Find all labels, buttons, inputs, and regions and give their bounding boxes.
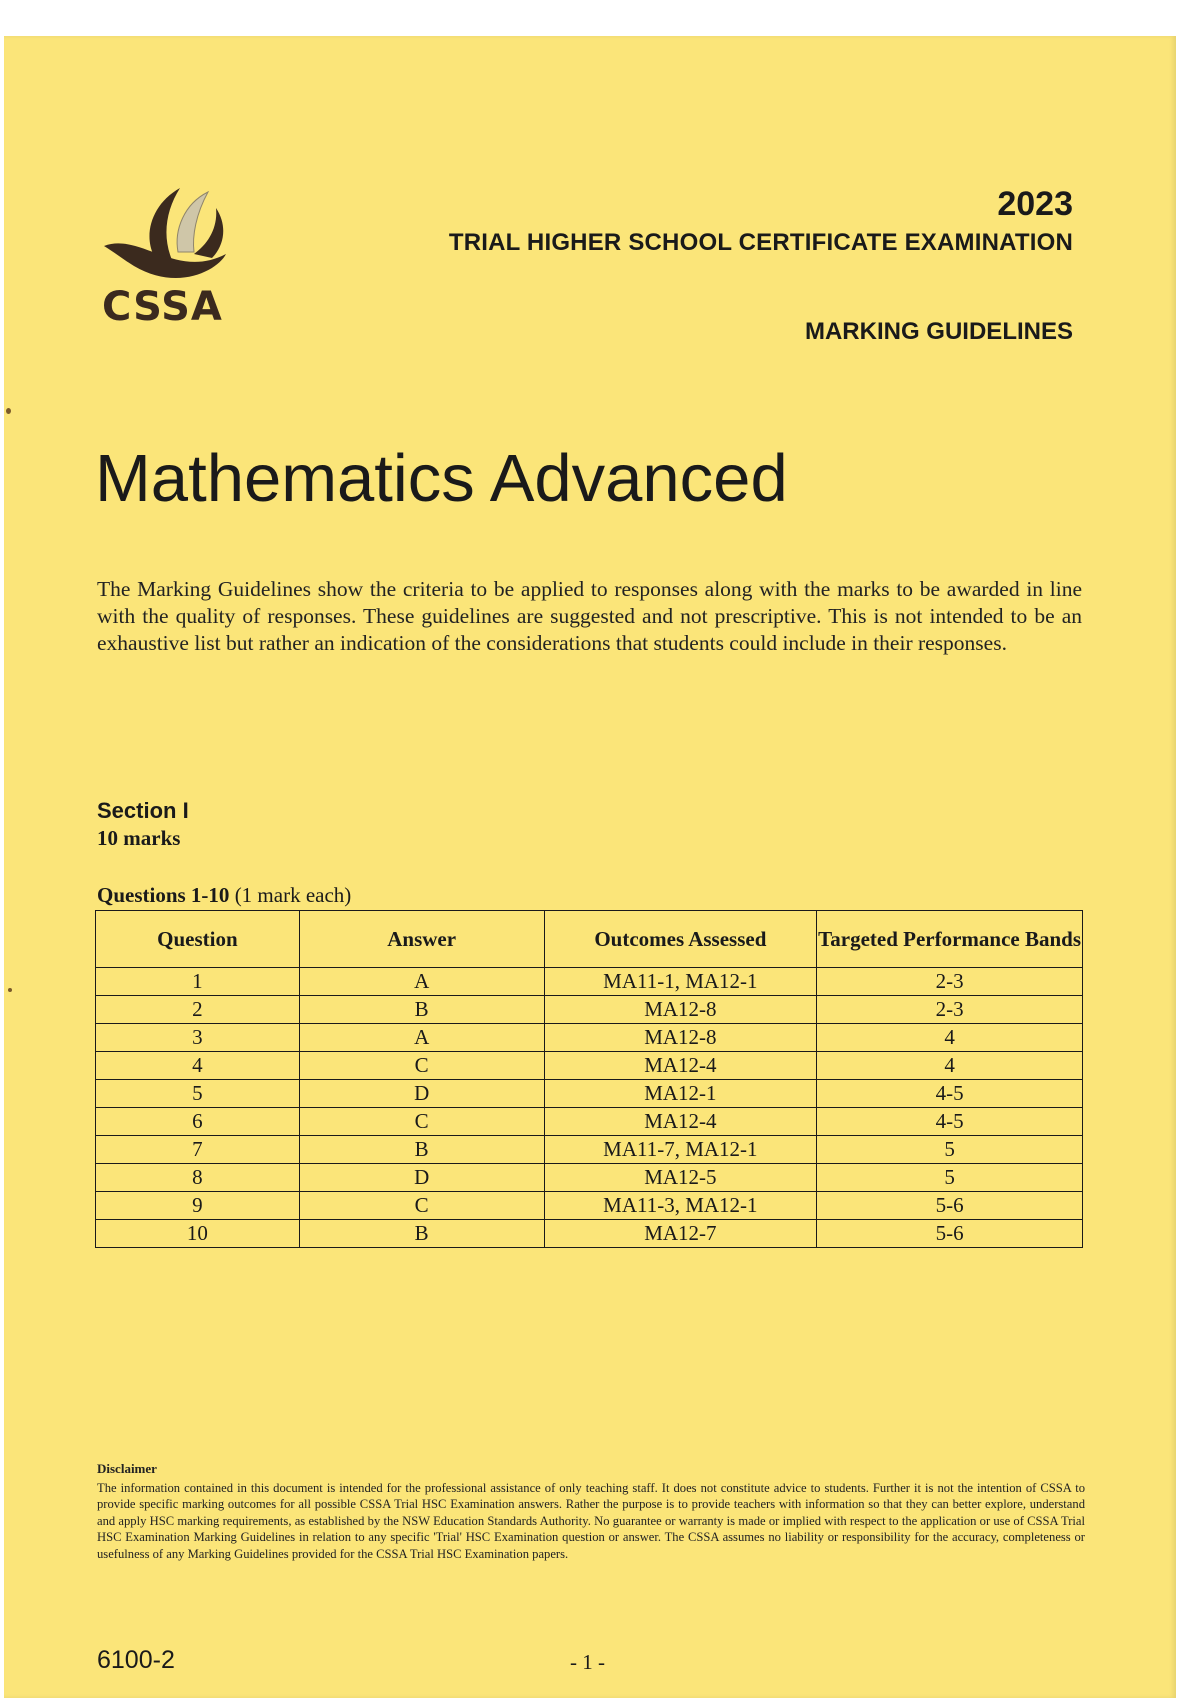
answer-cell: B — [299, 1220, 544, 1248]
question-cell: 10 — [96, 1220, 300, 1248]
cssa-logo — [100, 180, 250, 330]
question-cell: 3 — [96, 1024, 300, 1052]
bands-cell: 4-5 — [817, 1080, 1083, 1108]
outcomes-cell: MA11-3, MA12-1 — [544, 1192, 817, 1220]
outcomes-cell: MA12-8 — [544, 1024, 817, 1052]
answer-cell: D — [299, 1164, 544, 1192]
header-bands: Targeted Performance Bands — [817, 911, 1083, 968]
outcomes-cell: MA12-4 — [544, 1108, 817, 1136]
answer-cell: C — [299, 1052, 544, 1080]
table-row — [96, 1136, 1083, 1164]
bands-cell: 5-6 — [817, 1220, 1083, 1248]
bands-cell: 2-3 — [817, 996, 1083, 1024]
outcomes-cell: MA11-1, MA12-1 — [544, 968, 817, 996]
questions-caption — [97, 883, 351, 908]
bands-cell: 5 — [817, 1164, 1083, 1192]
answer-cell: B — [299, 1136, 544, 1164]
question-cell: 1 — [96, 968, 300, 996]
bands-cell: 4 — [817, 1052, 1083, 1080]
section-marks: 10 marks — [97, 826, 181, 850]
logo-wordmark: CSSA — [102, 284, 223, 330]
answer-cell: C — [299, 1192, 544, 1220]
question-cell: 5 — [96, 1080, 300, 1108]
question-cell: 4 — [96, 1052, 300, 1080]
answers-table — [95, 910, 1083, 1248]
outcomes-cell: MA12-7 — [544, 1220, 817, 1248]
outcomes-cell: MA12-4 — [544, 1052, 817, 1080]
questions-range: Questions 1-10 — [97, 883, 230, 907]
table-row — [96, 1052, 1083, 1080]
outcomes-cell: MA11-7, MA12-1 — [544, 1136, 817, 1164]
scan-speck — [8, 988, 12, 992]
table-row — [96, 1220, 1083, 1248]
header-question: Question — [96, 911, 300, 968]
question-cell: 2 — [96, 996, 300, 1024]
question-cell: 8 — [96, 1164, 300, 1192]
bands-cell: 4 — [817, 1024, 1083, 1052]
exam-title: TRIAL HIGHER SCHOOL CERTIFICATE EXAMINATION — [448, 229, 1073, 256]
document-type: MARKING GUIDELINES — [804, 318, 1073, 345]
bands-cell: 2-3 — [817, 968, 1083, 996]
answer-cell: A — [299, 968, 544, 996]
table-row — [96, 1192, 1083, 1220]
question-cell: 7 — [96, 1136, 300, 1164]
page-number: - 1 - — [570, 1650, 605, 1674]
bands-cell: 5-6 — [817, 1192, 1083, 1220]
header-answer: Answer — [299, 911, 544, 968]
exam-year: 2023 — [997, 185, 1073, 223]
bands-cell: 5 — [817, 1136, 1083, 1164]
table-row — [96, 996, 1083, 1024]
subject-title: Mathematics Advanced — [95, 441, 788, 516]
table-row — [96, 1108, 1083, 1136]
question-cell: 6 — [96, 1108, 300, 1136]
table-row — [96, 1164, 1083, 1192]
table-row — [96, 968, 1083, 996]
table-row — [96, 1080, 1083, 1108]
bands-cell: 4-5 — [817, 1108, 1083, 1136]
table-header-row — [96, 911, 1083, 968]
answer-cell: C — [299, 1108, 544, 1136]
answer-cell: B — [299, 996, 544, 1024]
section-title: Section I — [97, 798, 189, 823]
disclaimer-title: Disclaimer — [97, 1461, 157, 1476]
cssa-logo-emblem — [100, 180, 250, 290]
outcomes-cell: MA12-1 — [544, 1080, 817, 1108]
header-outcomes: Outcomes Assessed — [544, 911, 817, 968]
intro-paragraph: The Marking Guidelines show the criteria to be applied to responses along with the marks to be awarded in line with the quality of responses. These guidelines are suggested and not prescriptive. This is not intended to be an exhaustive list but rather an indication of the considerations that students could include in their responses. — [97, 577, 1082, 655]
outcomes-cell: MA12-8 — [544, 996, 817, 1024]
questions-mark-note: (1 mark each) — [234, 883, 352, 907]
paper-code: 6100-2 — [97, 1646, 175, 1674]
disclaimer-text: The information contained in this document is intended for the professional assistance of only teaching staff. It does not constitute advice to students. Further it is not the intention of CSSA to provide specific marking outcomes for all possible CSSA Trial HSC Examination answers. Rather the purpose is to provide teachers with information so that they can better explore, understand and apply HSC marking requirements, as established by the NSW Education Standards Authority. No guarantee or warranty is made or implied with respect to the application or use of CSSA Trial HSC Examination Marking Guidelines in relation to any specific 'Trial' HSC Examination question or answer. The CSSA assumes no liability or responsibility for the accuracy, completeness or usefulness of any Marking Guidelines provided for the CSSA Trial HSC Examination papers. — [97, 1481, 1085, 1561]
outcomes-cell: MA12-5 — [544, 1164, 817, 1192]
question-cell: 9 — [96, 1192, 300, 1220]
answer-cell: D — [299, 1080, 544, 1108]
answer-cell: A — [299, 1024, 544, 1052]
scan-speck — [6, 408, 11, 414]
table-row — [96, 1024, 1083, 1052]
